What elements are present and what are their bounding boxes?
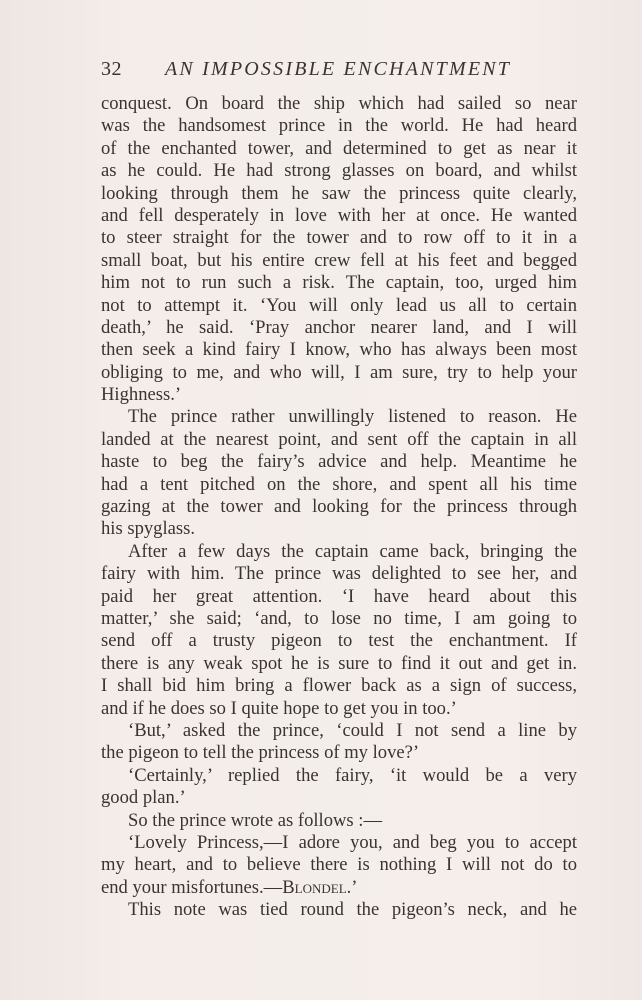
text-line (101, 765, 577, 787)
text-line-content: as he could. He had strong glasses on board, and whilst (101, 160, 577, 182)
text-line-content: Highness.’ (101, 384, 182, 406)
text-line-content: conquest. On board the ship which had sailed so near (101, 93, 577, 114)
text-line-content: I shall bid him bring a flower back as a sign of success, (101, 675, 577, 697)
text-line (101, 429, 577, 451)
text-line-content: him not to run such a risk. The captain, too, urged him (101, 272, 577, 294)
text-line-content: good plan.’ (101, 787, 186, 809)
text-line-content: was the handsomest prince in the world. He had heard (101, 115, 577, 137)
text-line (101, 854, 577, 876)
text-line (101, 518, 577, 540)
text-line-content: ‘But,’ asked the prince, ‘could I not send a line by (128, 719, 577, 741)
text-line-content: landed at the nearest point, and sent off the captain in all (101, 428, 577, 450)
text-line (101, 496, 577, 518)
text-line (101, 832, 577, 854)
text-line-content: gazing at the tower and looking for the princess through (101, 496, 577, 518)
text-line-content: obliging to me, and who will, I am sure, try to help your (101, 361, 577, 383)
text-line-content: haste to beg the fairy’s advice and help. Meantime he (101, 451, 577, 473)
text-line-content: looking through them he saw the princess quite clearly, (101, 182, 577, 204)
text-line-content: So the prince wrote as follows :— (128, 809, 383, 831)
text-line-content: to steer straight for the tower and to row off to it in a (101, 227, 577, 249)
text-line (101, 787, 577, 809)
text-line-content: ‘Lovely Princess,—I adore you, and beg you to accept (128, 831, 577, 853)
body-text (101, 93, 577, 921)
text-line (101, 317, 577, 339)
text-line-content: ‘Certainly,’ replied the fairy, ‘it would be a very (128, 764, 577, 786)
text-line-content: there is any weak spot he is sure to find it out and get in. (101, 652, 577, 674)
text-line (101, 877, 577, 899)
text-line-content: end your misfortunes.— (101, 876, 283, 898)
text-line (101, 720, 577, 742)
text-line-content: matter,’ she said; ‘and, to lose no time, I am going to (101, 607, 577, 629)
text-line-content: his spyglass. (101, 518, 196, 540)
text-line (101, 272, 577, 294)
text-line-content: The prince rather unwillingly listened to reason. He (128, 406, 577, 428)
text-line-content: This note was tied round the pigeon’s neck, and he (128, 899, 577, 921)
text-line (101, 630, 577, 652)
text-line-content: the pigeon to tell the princess of my love?’ (101, 742, 420, 764)
text-line (101, 205, 577, 227)
text-line-content: and fell desperately in love with her at once. He wanted (101, 204, 577, 226)
text-line (101, 653, 577, 675)
text-line (101, 227, 577, 249)
text-line (101, 160, 577, 182)
text-line (101, 675, 577, 697)
text-line (101, 563, 577, 585)
text-line (101, 406, 577, 428)
text-line (101, 474, 577, 496)
text-line (101, 362, 577, 384)
text-line (101, 541, 577, 563)
text-line-content: small boat, but his entire crew fell at his feet and begged (101, 249, 577, 271)
text-line-content: of the enchanted tower, and determined to get as near it (101, 137, 577, 159)
text-line-content: and if he does so I quite hope to get you in too.’ (101, 697, 457, 719)
text-line-content: fairy with him. The prince was delighted to see her, and (101, 563, 577, 585)
text-line-content: not to attempt it. ‘You will only lead us all to certain (101, 294, 577, 316)
text-line-content: death,’ he said. ‘Pray anchor nearer land, and I will (101, 316, 577, 338)
page-number: 32 (101, 58, 122, 80)
text-line (101, 384, 577, 406)
text-line (101, 295, 577, 317)
running-title: AN IMPOSSIBLE ENCHANTMENT (165, 58, 512, 80)
text-line-content: After a few days the captain came back, bringing the (128, 540, 577, 562)
text-line (101, 810, 577, 832)
text-line (101, 339, 577, 361)
running-head (101, 56, 581, 82)
text-line (101, 586, 577, 608)
text-line (101, 451, 577, 473)
text-line (101, 742, 577, 764)
text-line (101, 698, 577, 720)
text-line (101, 250, 577, 272)
text-line (101, 115, 577, 137)
signature-name: Blondel.’ (282, 876, 358, 898)
text-line (101, 93, 577, 115)
text-line-content: my heart, and to believe there is nothing I will not do to (101, 854, 577, 876)
text-line (101, 138, 577, 160)
text-line-content: send off a trusty pigeon to test the enchantment. If (101, 630, 577, 652)
text-line-content: paid her great attention. ‘I have heard about this (101, 585, 577, 607)
text-line (101, 608, 577, 630)
text-line (101, 899, 577, 921)
text-line (101, 183, 577, 205)
text-line-content: then seek a kind fairy I know, who has always been most (101, 339, 577, 361)
text-line-content: had a tent pitched on the shore, and spent all his time (101, 473, 577, 495)
